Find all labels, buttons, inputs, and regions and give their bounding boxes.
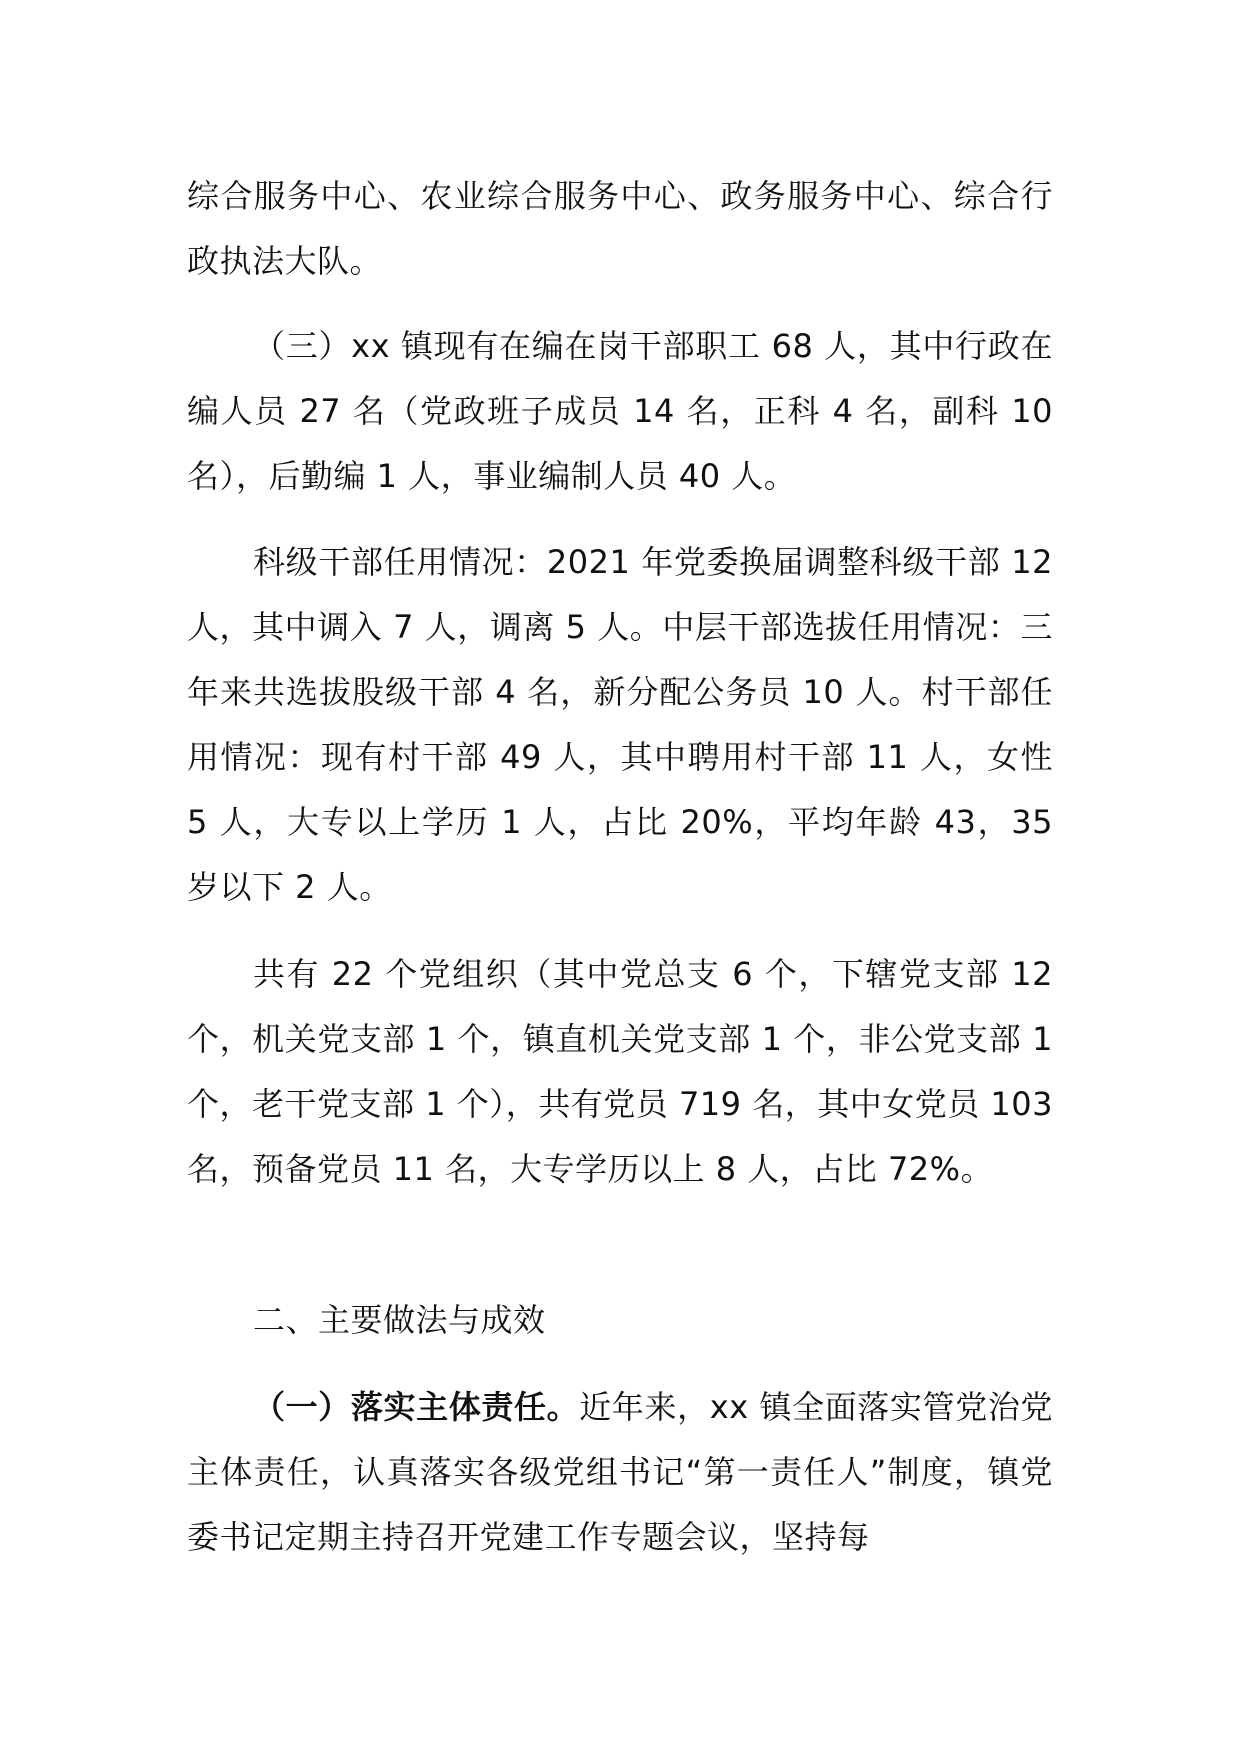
paragraph-responsibility <box>187 1375 1053 1570</box>
paragraph-party-organizations: 共有 22 个党组织（其中党总支 6 个，下辖党支部 12 个，机关党支部 1 个，镇直机关党支部 1 个，非公党支部 1 个，老干党支部 1 个），共有党员 719 名，其中女党员 103 名，预备党员 11 名，大专学历以上 8 人，占比 72%。 <box>187 955 1053 1188</box>
section-heading-main-practices: 二、主要做法与成效 <box>253 1301 546 1339</box>
paragraph-responsibility-text: 近年来，xx 镇全面落实管党治党主体责任，认真落实各级党组书记“第一责任人”制度，镇党委书记定期主持召开党建工作专题会议，坚持每 <box>187 1388 1053 1556</box>
paragraph-cadre-appointments: 科级干部任用情况：2021 年党委换届调整科级干部 12 人，其中调入 7 人，调离 5 人。中层干部选拔任用情况：三年来共选拔股级干部 4 名，新分配公务员 10 人。村干部任用情况：现有村干部 49 人，其中聘用村干部 11 人，女性 5 人，大专以上学历 1 人，占比 20%，平均年龄 43，35 岁以下 2 人。 <box>187 543 1053 906</box>
paragraph-lead-bold: （一）落实主体责任。 <box>253 1388 580 1426</box>
paragraph-staff-count: （三）xx 镇现有在编在岗干部职工 68 人，其中行政在编人员 27 名（党政班子成员 14 名，正科 4 名，副科 10 名），后勤编 1 人，事业编制人员 40 人。 <box>187 327 1053 495</box>
paragraph-continuation: 综合服务中心、农业综合服务中心、政务服务中心、综合行政执法大队。 <box>187 177 1053 280</box>
